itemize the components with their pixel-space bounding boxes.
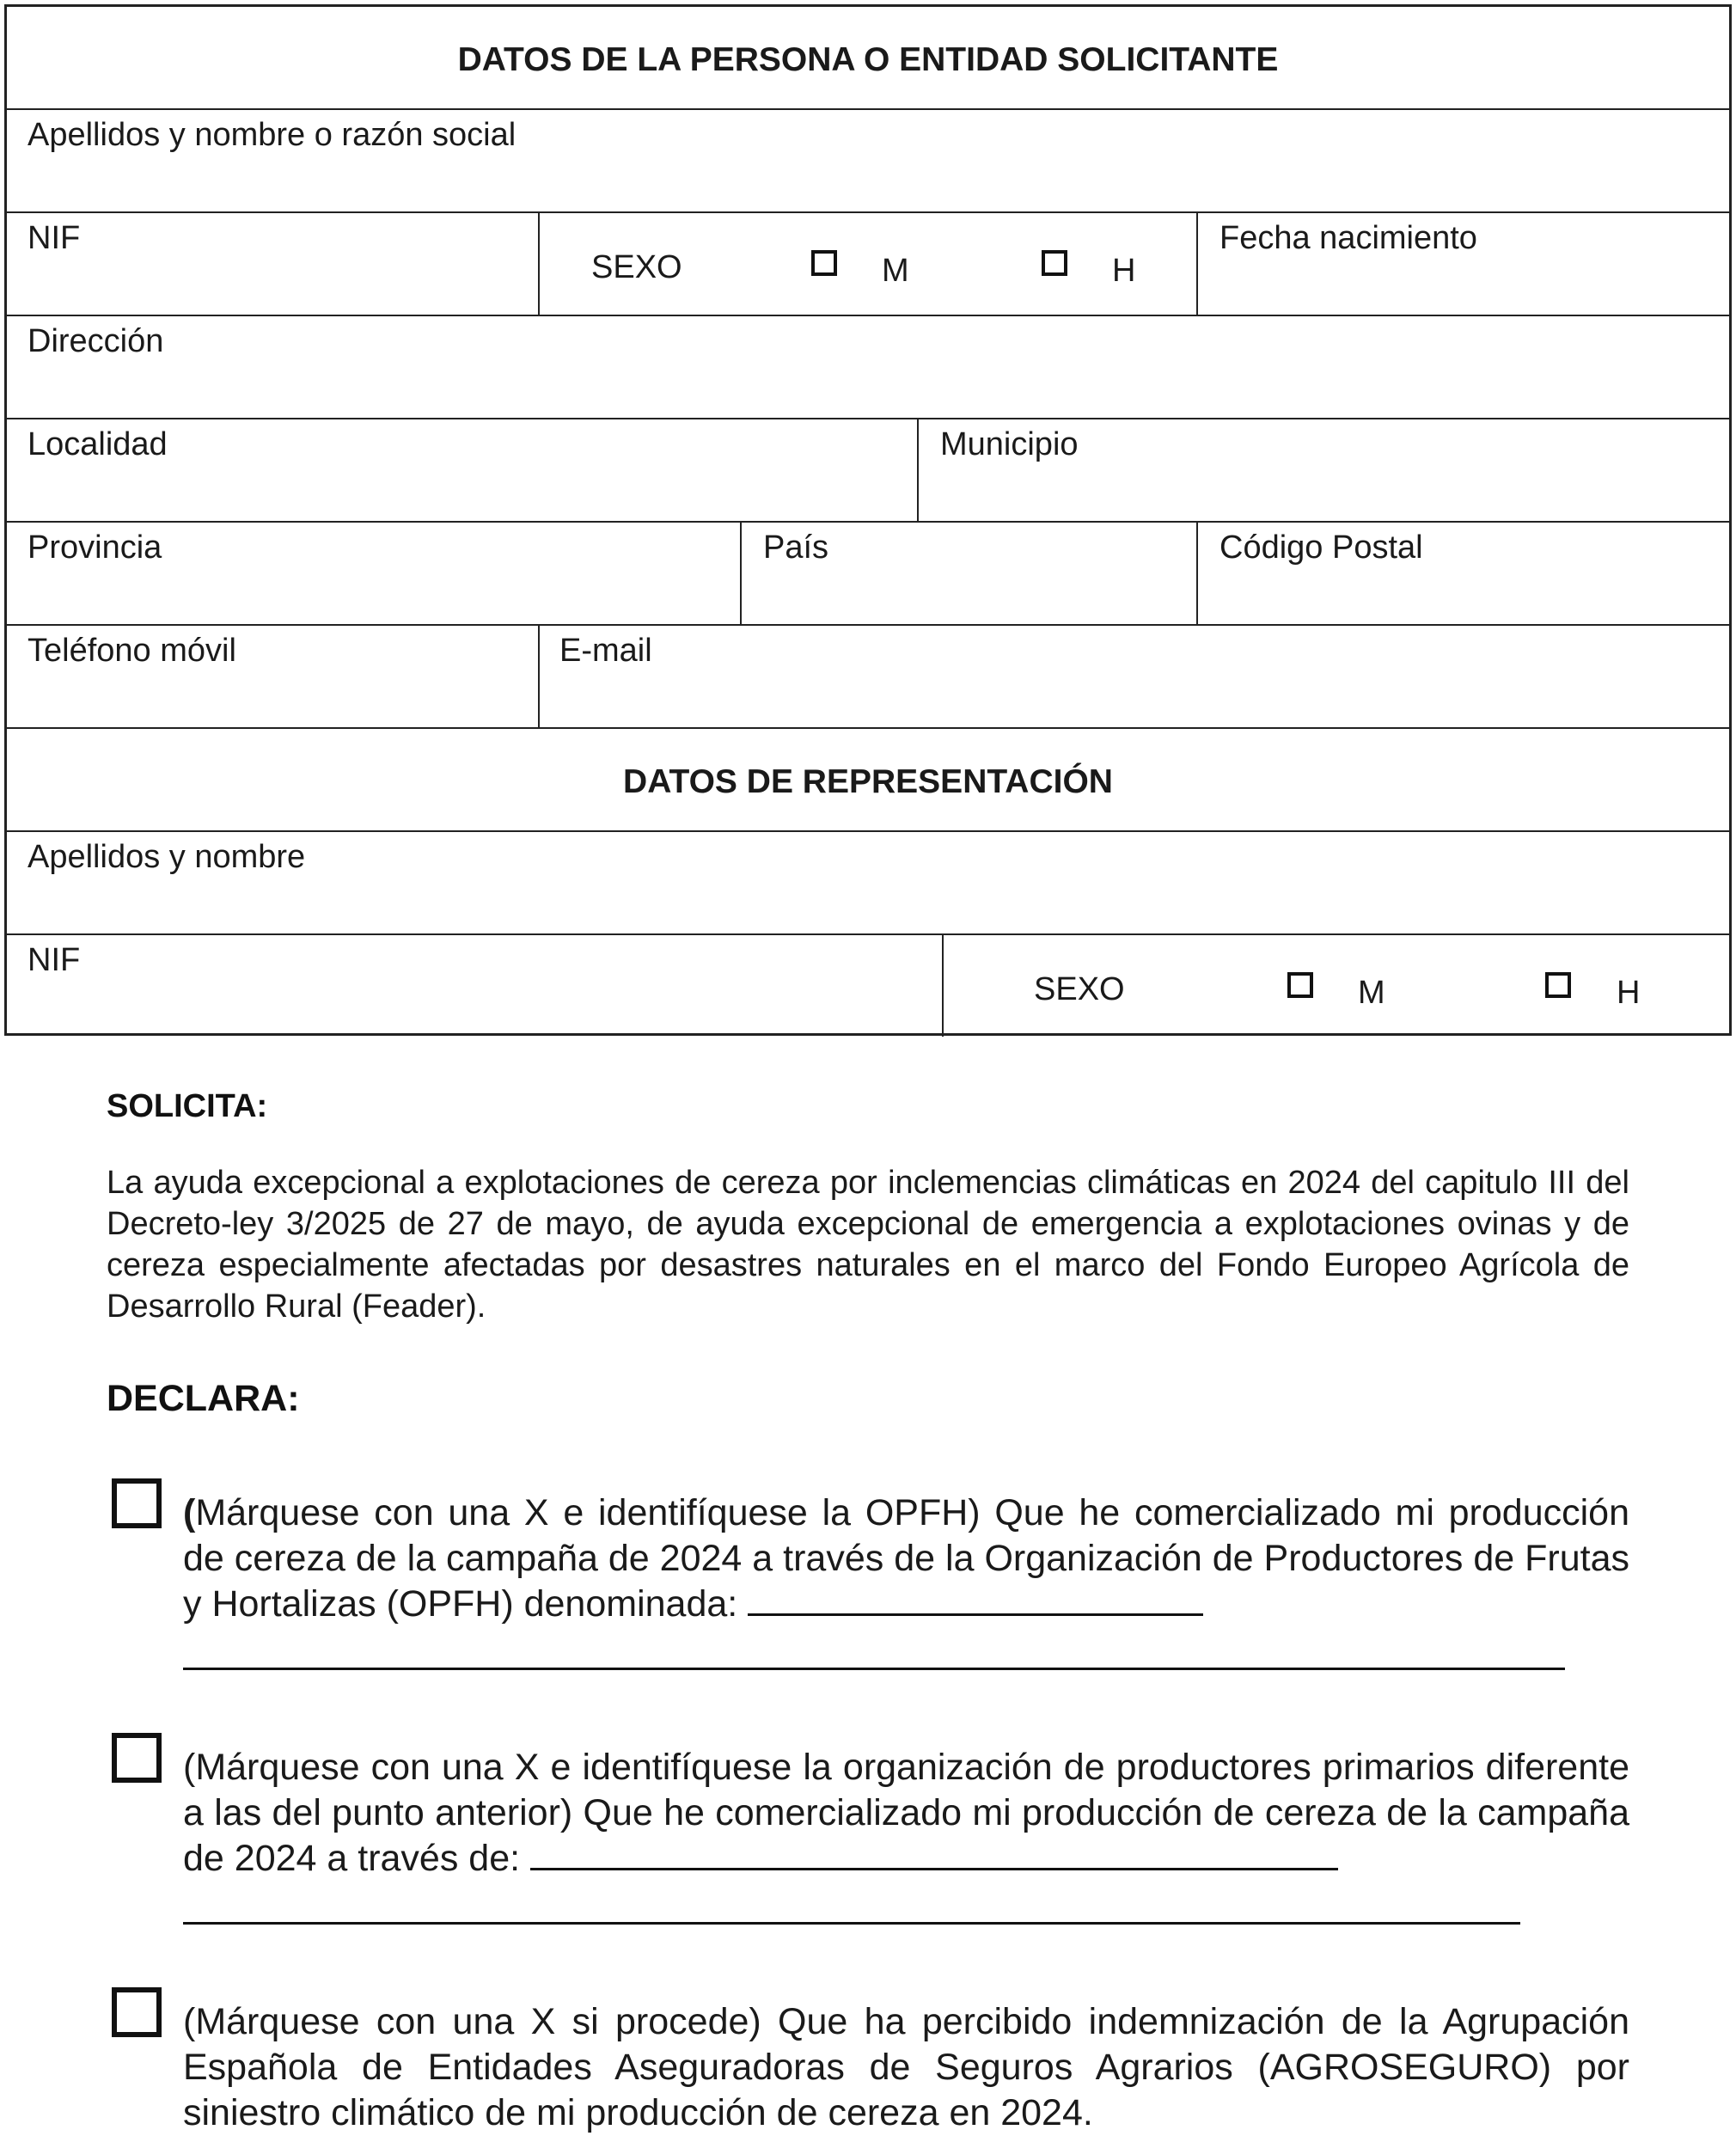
field-label-rep-nif: NIF [28,942,81,978]
sexo-m-checkbox[interactable] [811,250,837,276]
row-divider [7,727,1729,729]
declara-org-checkbox[interactable] [112,1733,162,1783]
org-name-blank-line2[interactable] [183,1922,1520,1925]
row-divider [7,830,1729,832]
section-title-representacion: DATOS DE REPRESENTACIÓN [623,763,1113,800]
cell-divider [740,521,742,624]
declara-title: DECLARA: [107,1378,300,1419]
row-divider [7,211,1729,213]
declara-org-text [183,1745,1629,1882]
field-label-provincia: Provincia [28,529,162,566]
row-divider [7,521,1729,523]
field-label-telefono: Teléfono móvil [28,633,236,669]
form-table [4,4,1732,1036]
field-label-localidad: Localidad [28,426,168,462]
declara-opfh-body: Márquese con una X e identifíquese la OPFH) Que he comercializado mi producción de cereza de la campaña de 2024 a través de la Organización de Productores de Frutas y Hortalizas (OPFH) denominada: [183,1492,1629,1625]
declara-opfh-text [183,1490,1629,1627]
field-label-rep-sexo: SEXO [1034,971,1125,1007]
row-divider [7,108,1729,110]
section-title-solicitante: DATOS DE LA PERSONA O ENTIDAD SOLICITANTE [457,41,1279,78]
rep-sexo-h-checkbox[interactable] [1545,972,1571,998]
cell-divider [1196,521,1198,624]
row-divider [7,315,1729,316]
declara-opfh-checkbox[interactable] [112,1478,162,1528]
sexo-h-label: H [1112,253,1136,289]
row-divider [7,933,1729,935]
opfh-name-blank-line2[interactable] [183,1668,1565,1670]
sexo-h-checkbox[interactable] [1042,250,1067,276]
field-label-nif: NIF [28,220,81,256]
cell-divider [538,624,540,727]
field-label-municipio: Municipio [940,426,1079,462]
declara-opfh-paren: ( [183,1492,196,1533]
declara-org-body: (Márquese con una X e identifíquese la organización de productores primarios diferente a las del punto anterior) Que he comercializado mi producción de cereza de la campaña de 2024 a través de: [183,1747,1629,1879]
declara-agroseguro-checkbox[interactable] [112,1987,162,2037]
field-label-pais: País [763,529,829,566]
field-label-email: E-mail [559,633,652,669]
cell-divider [1196,211,1198,315]
declara-agroseguro-text: (Márquese con una X si procede) Que ha percibido indemnización de la Agrupación Española de Entidades Aseguradoras de Seguros Agrarios (AGROSEGURO) por siniestro climático de mi producción de cereza en 2024. [183,2001,1629,2133]
field-label-rep-nombre: Apellidos y nombre [28,839,306,875]
sexo-m-label: M [882,253,909,289]
field-label-razon-social: Apellidos y nombre o razón social [28,117,517,153]
field-label-codigo-postal: Código Postal [1219,529,1423,566]
field-label-fecha-nacimiento: Fecha nacimiento [1219,220,1477,256]
rep-sexo-m-checkbox[interactable] [1287,972,1313,998]
rep-sexo-h-label: H [1617,975,1641,1011]
cell-divider [538,211,540,315]
rep-sexo-m-label: M [1358,975,1385,1011]
field-label-sexo: SEXO [591,249,682,285]
cell-divider [942,933,944,1037]
solicita-text: La ayuda excepcional a explotaciones de cereza por inclemencias climáticas en 2024 del capitulo III del Decreto-ley 3/2025 de 27 de mayo, de ayuda excepcional de emergencia a explotaciones ovinas y de cereza especialmente afectadas por desastres naturales en el marco del Fondo Europeo Agrícola de Desarrollo Rural (Feader). [107,1165,1629,1325]
cell-divider [917,418,919,521]
solicita-title: SOLICITA: [107,1088,268,1124]
opfh-name-blank[interactable] [748,1588,1203,1616]
field-label-direccion: Dirección [28,323,164,359]
row-divider [7,418,1729,419]
row-divider [7,624,1729,626]
org-name-blank[interactable] [530,1842,1338,1870]
